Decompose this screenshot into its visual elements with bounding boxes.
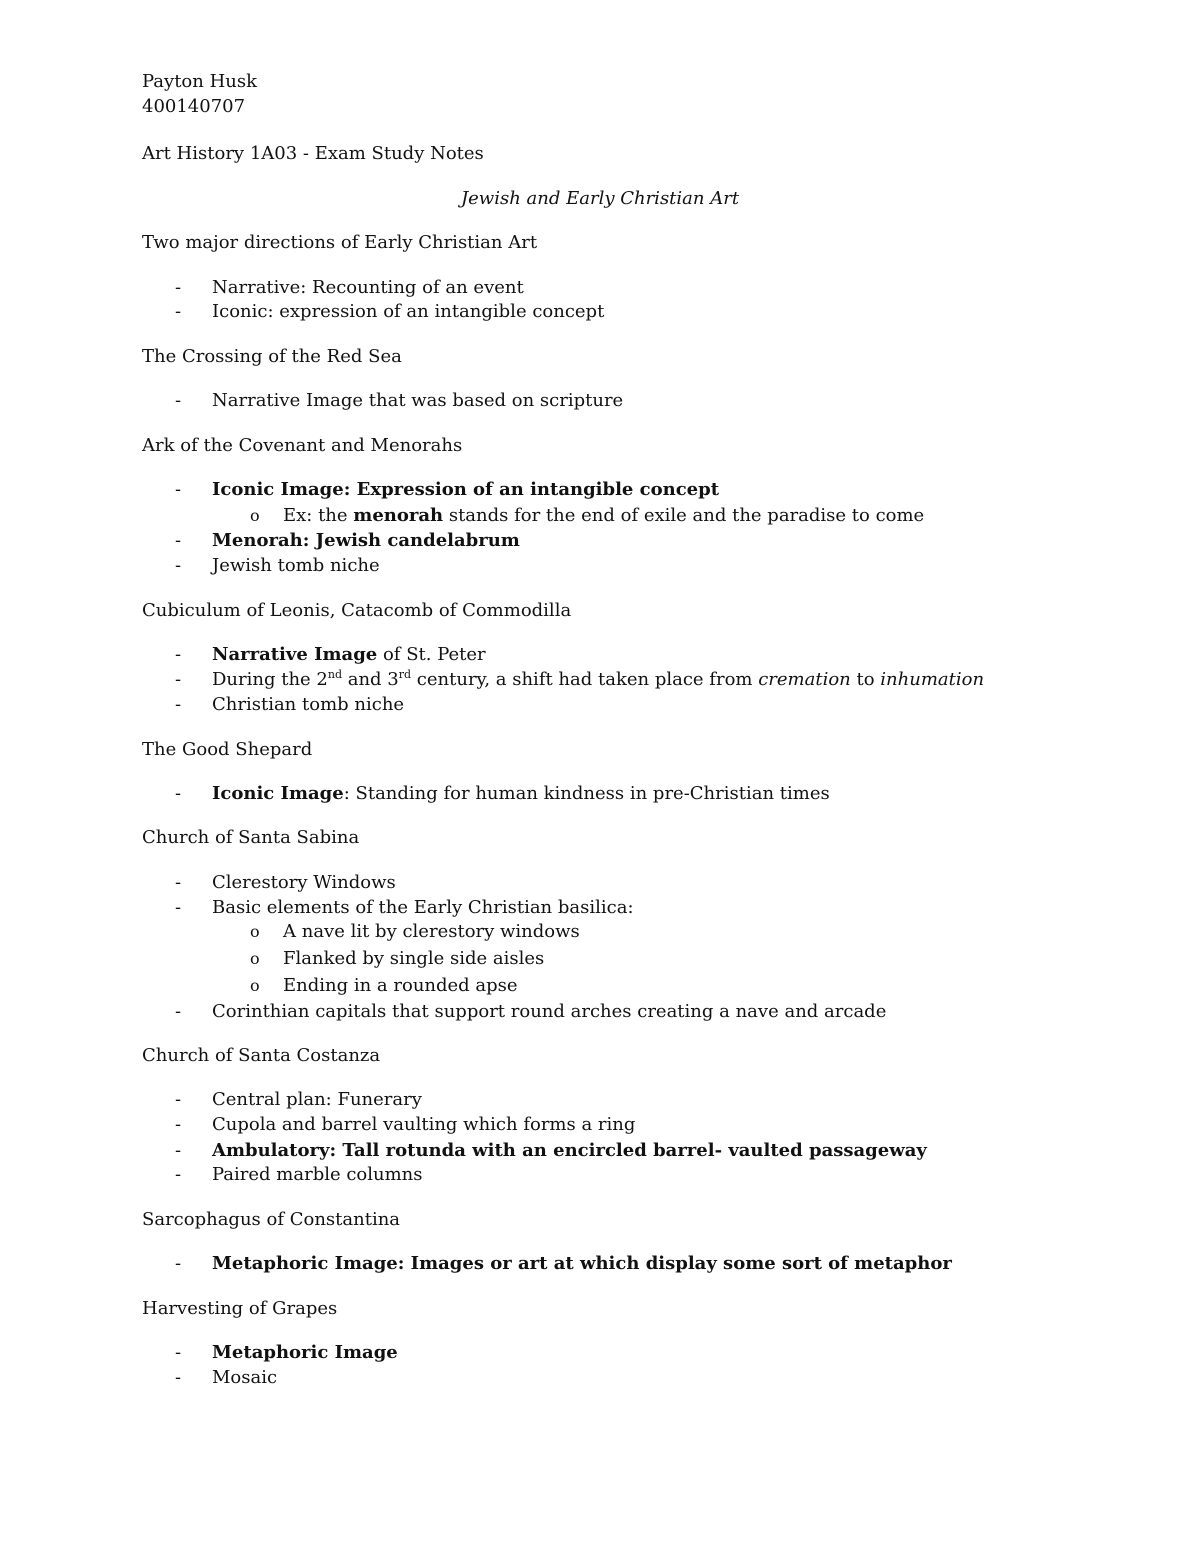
bullet-marker: -: [175, 1140, 182, 1161]
bullet-clerestory: Clerestory Windows: [212, 872, 396, 893]
bullet-marker: -: [175, 1001, 182, 1022]
heading-santa-costanza: Church of Santa Costanza: [142, 1045, 381, 1066]
sub-bullet-marker: o: [250, 506, 260, 525]
sub-bullet-marker: o: [250, 922, 260, 941]
bullet-marker: -: [175, 390, 182, 411]
heading-crossing-red-sea: The Crossing of the Red Sea: [142, 346, 402, 367]
bold-text: Iconic Image: Expression of an intangible concept: [212, 479, 720, 500]
heading-good-shepard: The Good Shepard: [142, 739, 313, 760]
heading-two-major-directions: Two major directions of Early Christian Art: [142, 232, 538, 253]
bullet-iconic-kindness: Iconic Image: Standing for human kindness in pre-Christian times: [212, 783, 830, 804]
bullet-marker: -: [175, 555, 182, 576]
bullet-jewish-tomb: Jewish tomb niche: [212, 555, 380, 576]
bullet-corinthian: Corinthian capitals that support round arches creating a nave and arcade: [212, 1001, 887, 1022]
bullet-iconic-image: [212, 478, 719, 502]
bullet-marker: -: [175, 783, 182, 804]
sub-bullet-menorah-example: Ex: the menorah stands for the end of exile and the paradise to come: [283, 505, 925, 526]
bullet-marker: -: [175, 644, 182, 665]
bullet-central-plan: Central plan: Funerary: [212, 1089, 422, 1110]
student-id: 400140707: [142, 96, 246, 117]
sub-bullet-marker: o: [250, 976, 260, 995]
bullet-marker: -: [175, 1253, 182, 1274]
bullet-marker: -: [175, 301, 182, 322]
bullet-cremation-shift: During the 2nd and 3rd century, a shift had taken place from cremation to inhumation: [212, 668, 985, 690]
bullet-iconic: Iconic: expression of an intangible concept: [212, 301, 605, 322]
bullet-marker: -: [175, 277, 182, 298]
bullet-ambulatory: Ambulatory: Tall rotunda with an encircled barrel- vaulted passageway: [212, 1140, 927, 1161]
bullet-marker: -: [175, 479, 182, 500]
bullet-marker: -: [175, 872, 182, 893]
author-name: Payton Husk: [142, 71, 258, 92]
bullet-metaphoric-def: Metaphoric Image: Images or art at which display some sort of metaphor: [212, 1253, 952, 1274]
bullet-marker: -: [175, 1089, 182, 1110]
heading-sarcophagus: Sarcophagus of Constantina: [142, 1209, 401, 1230]
bullet-marker: -: [175, 669, 182, 690]
bullet-christian-tomb: Christian tomb niche: [212, 694, 405, 715]
bullet-narrative-st-peter: Narrative Image of St. Peter: [212, 644, 486, 665]
bullet-mosaic: Mosaic: [212, 1367, 278, 1388]
heading-ark-covenant: Ark of the Covenant and Menorahs: [142, 435, 463, 456]
heading-cubiculum-leonis: Cubiculum of Leonis, Catacomb of Commodilla: [142, 600, 572, 621]
sub-bullet-nave: A nave lit by clerestory windows: [283, 921, 580, 942]
sub-bullet-apse: Ending in a rounded apse: [283, 975, 518, 996]
bullet-marker: -: [175, 530, 182, 551]
bullet-marker: -: [175, 1114, 182, 1135]
bullet-marble-columns: Paired marble columns: [212, 1164, 423, 1185]
bullet-narrative: Narrative: Recounting of an event: [212, 277, 524, 298]
heading-santa-sabina: Church of Santa Sabina: [142, 827, 360, 848]
bullet-marker: -: [175, 897, 182, 918]
course-title: Art History 1A03 - Exam Study Notes: [142, 143, 484, 164]
section-title: Jewish and Early Christian Art: [460, 188, 740, 209]
bullet-marker: -: [175, 1342, 182, 1363]
bullet-marker: -: [175, 694, 182, 715]
bullet-marker: -: [175, 1164, 182, 1185]
heading-harvesting-grapes: Harvesting of Grapes: [142, 1298, 338, 1319]
bullet-menorah: Menorah: Jewish candelabrum: [212, 530, 520, 551]
bullet-metaphoric-image: Metaphoric Image: [212, 1342, 398, 1363]
bullet-marker: -: [175, 1367, 182, 1388]
sub-bullet-marker: o: [250, 949, 260, 968]
bullet-narrative-image: Narrative Image that was based on scripture: [212, 390, 624, 411]
sub-bullet-aisles: Flanked by single side aisles: [283, 948, 545, 969]
bullet-cupola: Cupola and barrel vaulting which forms a ring: [212, 1114, 636, 1135]
bullet-basilica-elements: Basic elements of the Early Christian basilica:: [212, 897, 634, 918]
